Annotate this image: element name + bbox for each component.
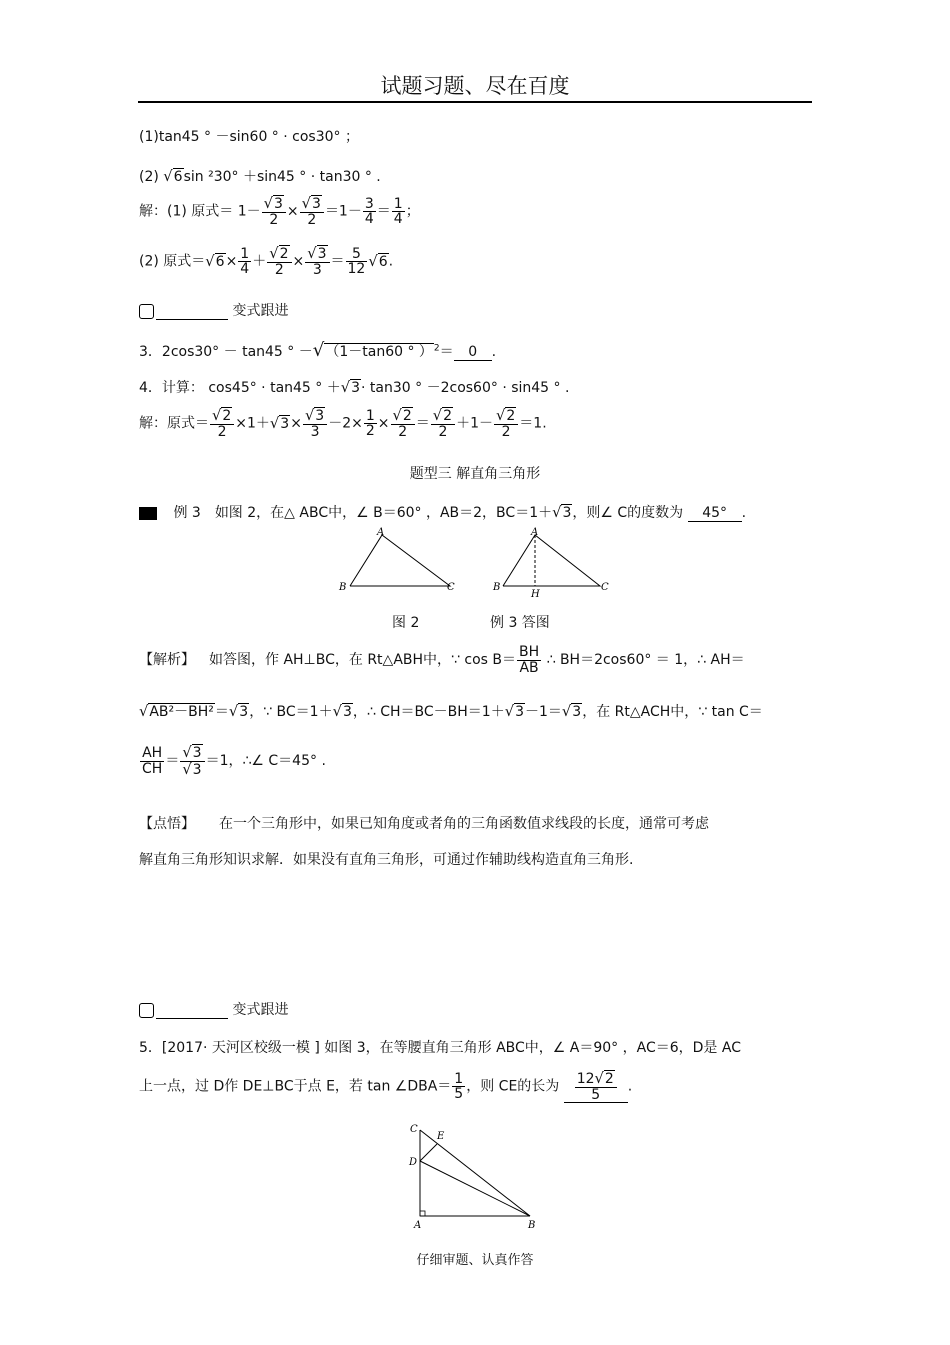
page-header: 试题习题、尽在百度: [380, 74, 570, 98]
fig2-label-a: A: [377, 527, 385, 538]
insight-line-1: 【点悟】 在一个三角形中，如果已知角度或者角的三角函数值求线段的长度，通常可考虑: [139, 816, 709, 832]
analysis-line-3: $\frac{AH}{CH}$ ＝ $\frac{√3}{√3}$ ＝1，∴∠ C＝45° .: [142, 744, 326, 778]
example-3: 例 3 如图 2，在△ ABC中，∠ B＝60° ，AB＝2，BC＝1＋√3，则∠ C的度数为 45° .: [139, 502, 746, 522]
figure-2: [330, 526, 620, 602]
fig2-label-c: C: [447, 582, 455, 593]
variant-heading-1: 变式跟进: [139, 300, 288, 320]
fig2-answer-label-b: B: [493, 582, 501, 593]
fig3-label-c: C: [410, 1124, 418, 1135]
problem-1-part-1: (1)tan45 ° －sin60 ° · cos30° ；: [139, 129, 359, 145]
variant-heading-2: 变式跟进: [139, 999, 288, 1019]
fig2-answer-label-h: H: [531, 589, 540, 600]
fig2-answer-label-c: C: [601, 582, 609, 593]
question-5-line-1: 5．[2017· 天河区校级一模 ] 如图 3，在等腰直角三角形 ABC中，∠ A＝90° ，AC＝6，D是 AC: [139, 1040, 741, 1056]
figure-2-caption: 图 2: [392, 615, 420, 631]
question-3: 3．2cos30° － tan45 ° －√（1－tan60 ° ）$^2$＝ 0 .: [139, 340, 497, 361]
analysis-line-2: √AB²－BH²＝√3，∵ BC＝1＋√3，∴ CH＝BC－BH＝1＋√3－1＝√3，在 Rt△ACH中，∵ tan C＝: [139, 703, 763, 720]
question-4: 4．计算： cos45° · tan45 ° ＋√3· tan30 ° －2cos60° · sin45 ° .: [139, 379, 570, 396]
figure-3: [400, 1118, 550, 1232]
solution-1: 解：(1) 原式＝ 1－ $\frac{√3}{2}$ × $\frac{√3}{2}$ ＝1－ $\frac{3}{4}$ ＝ $\frac{1}{4}$ ；: [139, 195, 420, 228]
page-footer: 仔细审题、认真作答: [416, 1253, 534, 1268]
insight-line-2: 解直角三角形知识求解．如果没有直角三角形，可通过作辅助线构造直角三角形.: [139, 852, 634, 868]
fig2-answer-label-a: A: [531, 527, 539, 538]
fig3-label-e: E: [437, 1131, 445, 1142]
fig3-label-a: A: [414, 1220, 422, 1231]
example-marker-icon: [139, 507, 157, 520]
fig3-label-b: B: [528, 1220, 536, 1231]
variant-icon: [139, 304, 154, 319]
header-rule: [138, 101, 812, 103]
variant-icon: [139, 1003, 154, 1018]
figure-2-answer-caption: 例 3 答图: [490, 615, 550, 631]
fig3-label-d: D: [409, 1157, 418, 1168]
question-4-solution: 解：原式＝ $\frac{√2}{2}$ ×1＋√3× $\frac{√3}{3}$ －2× $\frac{1}{2}$ × $\frac{√2}{2}$ ＝ $\frac{√2}{2}$ ＋1－ $\frac{√2}{2}$ ＝1.: [139, 407, 547, 440]
section-3-title: 题型三 解直角三角形: [409, 466, 541, 482]
analysis-line-1: 【解析】 如答图，作 AH⊥BC，在 Rt△ABH中，∵ cos B＝ $\frac{BH}{AB}$ ∴ BH＝2cos60° ＝ 1，∴ AH＝: [139, 644, 745, 676]
problem-1-part-2: (2) √6sin ²30° ＋sin45 ° · tan30 ° .: [139, 168, 381, 185]
fig2-label-b: B: [339, 582, 347, 593]
solution-2: (2) 原式＝√6× $\frac{1}{4}$ ＋ $\frac{√2}{2}$ × $\frac{√3}{3}$ ＝ $\frac{5}{12}$ √6.: [139, 245, 394, 278]
question-5-line-2: 上一点，过 D作 DE⊥BC于点 E，若 tan ∠DBA＝ $\frac{1}{5}$ ，则 CE的长为 $\frac{12√2}{5}$ .: [139, 1070, 633, 1103]
